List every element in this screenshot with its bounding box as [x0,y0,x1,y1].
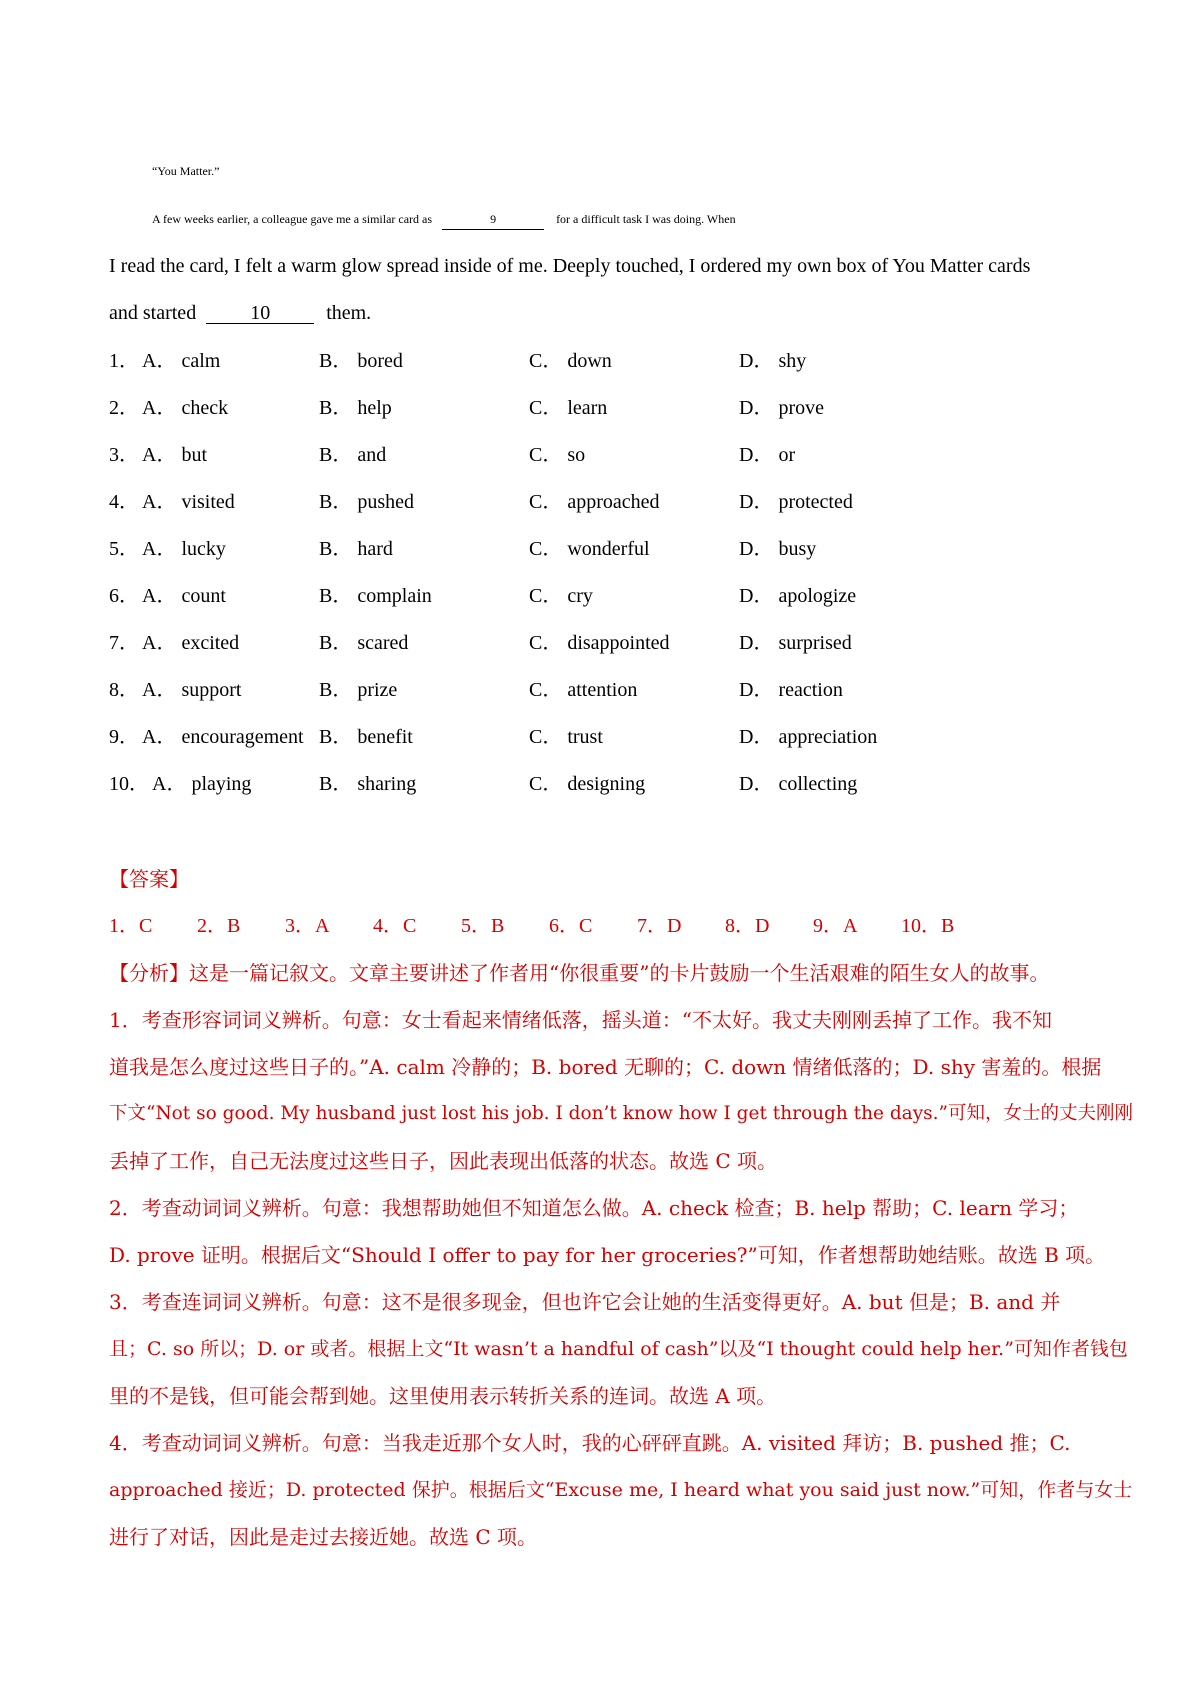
answer-item: 4．C [373,915,417,937]
option-b: B． scared [319,632,409,654]
answer-item: 6．C [549,915,593,937]
option-b: B． sharing [319,773,417,795]
question-row [109,630,1109,656]
analysis-text: 进行了对话，因此是走过去接近她。故选 C 项。 [109,1525,538,1549]
question-number: 2． [109,397,139,419]
blank-10: 10 [206,303,314,324]
option-b: B． help [319,397,392,419]
question-row [109,395,1109,421]
option-d: D． reaction [739,679,843,701]
option-b: B． and [319,444,387,466]
answer-item: 8．D [725,915,770,937]
analysis-line [109,1054,1105,1080]
answer-list [109,913,1109,939]
analysis-text: 道我是怎么度过这些日子的。”A. calm 冷静的；B. bored 无聊的；C. down 情绪低落的；D. shy 害羞的。根据 [109,1055,1102,1079]
analysis-text: 4．考查动词词义辨析。句意：当我走近那个女人时，我的心砰砰直跳。A. visited 拜访；B. pushed 推；C. [109,1431,1071,1455]
passage-text: I read the card, I felt a warm glow spread inside of me. Deeply touched, I ordered my own box of You Matter cards [109,255,1031,277]
option-b: B． bored [319,350,403,372]
answer-item: 9．A [813,915,858,937]
option-a: A． lucky [142,538,226,560]
option-b: B． complain [319,585,432,607]
option-a: A． check [142,397,229,419]
answer-item: 1．C [109,915,153,937]
option-a: A． count [142,585,226,607]
answer-item: 10．B [901,915,955,937]
passage-text: them. [326,302,372,324]
option-d: D． prove [739,397,824,419]
option-d: D． busy [739,538,817,560]
analysis-summary [109,960,1105,986]
question-number: 5． [109,538,139,560]
passage-line-1 [152,158,1148,184]
option-d: D． surprised [739,632,852,654]
question-number: 10． [109,773,149,795]
question-row [109,583,1109,609]
analysis-line [109,1007,1105,1033]
answer-heading [109,866,1105,892]
passage-text: A few weeks earlier, a colleague gave me a similar card as [152,212,433,226]
analysis-text: 丢掉了工作，自己无法度过这些日子，因此表现出低落的状态。故选 C 项。 [109,1149,778,1173]
analysis-line [109,1430,1105,1456]
analysis-line [109,1242,1105,1268]
passage-text: for a difficult task I was doing. When [556,212,736,226]
answer-item: 7．D [637,915,682,937]
analysis-text: 里的不是钱，但可能会帮到她。这里使用表示转折关系的连词。故选 A 项。 [109,1384,777,1408]
answer-item: 2．B [197,915,241,937]
option-c: C． cry [529,585,593,607]
option-a: A． excited [142,632,240,654]
option-d: D． or [739,444,796,466]
question-number: 3． [109,444,139,466]
answer-item: 5．B [461,915,505,937]
question-number: 6． [109,585,139,607]
blank-9: 9 [442,209,544,230]
analysis-line [109,1195,1105,1221]
question-row [109,724,1109,750]
option-c: C． so [529,444,586,466]
option-c: C． wonderful [529,538,650,560]
analysis-text: 2．考查动词词义辨析。句意：我想帮助她但不知道怎么做。A. check 检查；B. help 帮助；C. learn 学习； [109,1196,1079,1220]
option-c: C． disappointed [529,632,670,654]
answer-heading-text: 【答案】 [109,867,189,891]
option-a: A． but [142,444,207,466]
option-c: C． down [529,350,612,372]
option-c: C． designing [529,773,646,795]
question-number: 4． [109,491,139,513]
passage-line-4 [109,300,1105,326]
question-number: 1． [109,350,139,372]
analysis-line [109,1477,1133,1503]
option-c: C． learn [529,397,608,419]
analysis-text: approached 接近；D. protected 保护。根据后文“Excuse me, I heard what you said just now.”可知，作者与女士 [109,1479,1133,1501]
option-a: A． calm [142,350,221,372]
question-row [109,771,1109,797]
option-a: A． support [142,679,242,701]
option-b: B． hard [319,538,393,560]
option-d: D． appreciation [739,726,878,748]
analysis-line [109,1524,1105,1550]
analysis-text: 1．考查形容词词义辨析。句意：女士看起来情绪低落，摇头道：“不太好。我丈夫刚刚丢掉了工作。我不知 [109,1008,1052,1032]
option-b: B． benefit [319,726,413,748]
question-row [109,442,1109,468]
analysis-line [109,1289,1105,1315]
option-a: A． playing [152,773,252,795]
analysis-line [109,1336,1128,1362]
analysis-text: 下文“Not so good. My husband just lost his job. I don’t know how I get through the days.”可知，女士的丈夫刚刚 [109,1103,1133,1124]
analysis-line [109,1383,1105,1409]
question-row [109,348,1109,374]
answer-item: 3．A [285,915,330,937]
option-b: B． prize [319,679,398,701]
analysis-text: D. prove 证明。根据后文“Should I offer to pay for her groceries?”可知，作者想帮助她结账。故选 B 项。 [109,1243,1106,1267]
passage-text: “You Matter.” [152,164,220,178]
analysis-line [109,1148,1105,1174]
question-number: 7． [109,632,139,654]
question-row [109,677,1109,703]
option-d: D． apologize [739,585,857,607]
analysis-line [109,1101,1133,1127]
question-number: 9． [109,726,139,748]
question-row [109,489,1109,515]
passage-text: and started [109,302,197,324]
question-row [109,536,1109,562]
analysis-text: 3．考查连词词义辨析。句意：这不是很多现金，但也许它会让她的生活变得更好。A. but 但是；B. and 并 [109,1290,1061,1314]
question-number: 8． [109,679,139,701]
option-a: A． visited [142,491,235,513]
option-d: D． protected [739,491,853,513]
analysis-text: 【分析】这是一篇记叙文。文章主要讲述了作者用“你很重要”的卡片鼓励一个生活艰难的陌生女人的故事。 [109,961,1050,985]
passage-line-2 [152,206,1148,232]
passage-line-3 [109,253,1105,279]
option-c: C． approached [529,491,660,513]
option-c: C． attention [529,679,638,701]
option-d: D． collecting [739,773,858,795]
option-a: A． encouragement [142,726,304,748]
option-d: D． shy [739,350,807,372]
option-b: B． pushed [319,491,414,513]
option-c: C． trust [529,726,603,748]
analysis-text: 且；C. so 所以；D. or 或者。根据上文“It wasn’t a handful of cash”以及“I thought could help her.”可知作者钱包 [109,1338,1128,1360]
